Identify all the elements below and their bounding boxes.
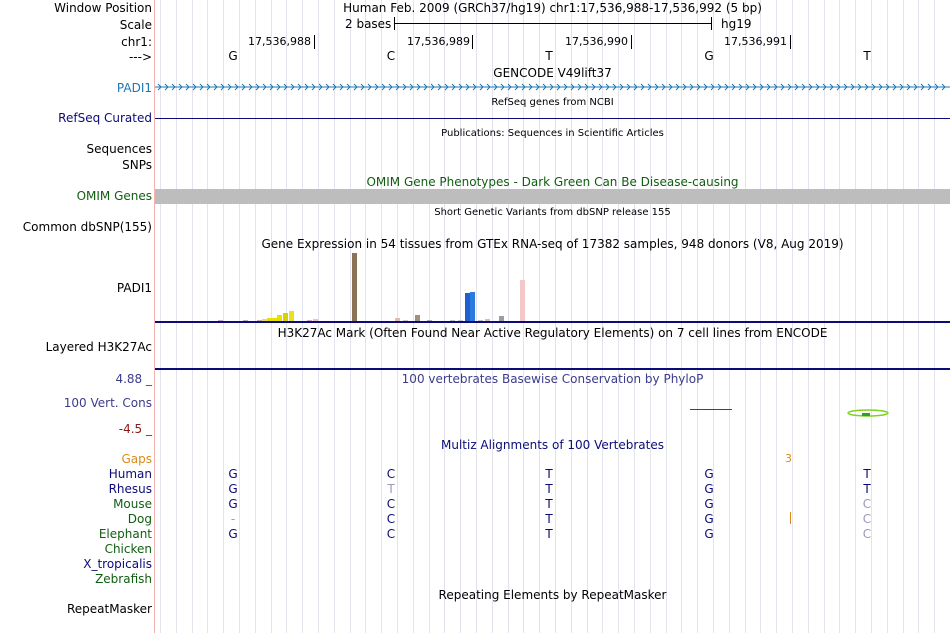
coord-tick-2 xyxy=(472,35,473,49)
coord-label-1: 17,536,988 xyxy=(248,35,311,48)
refseq-gene-feature[interactable] xyxy=(155,118,950,119)
multiz-gap-count[interactable]: 3 xyxy=(785,452,792,465)
alignment-base: C xyxy=(386,467,396,481)
alignment-base: C xyxy=(386,512,396,526)
multiz-gap-marker xyxy=(790,512,791,524)
omim-gene-feature[interactable] xyxy=(155,189,950,204)
ref-base-5: T xyxy=(863,49,871,63)
dbsnp-track-title[interactable]: Short Genetic Variants from dbSNP release 155 xyxy=(434,207,671,218)
ref-base-3: T xyxy=(545,49,553,63)
scale-bar-right-tick xyxy=(711,17,712,30)
multiz-gaps-label[interactable]: Gaps xyxy=(121,452,152,466)
scale-text: 2 bases xyxy=(345,17,392,31)
repeatmasker-track-label[interactable]: RepeatMasker xyxy=(66,602,152,616)
gtex-track-baseline xyxy=(155,321,950,323)
phylop-min-label: -4.5 _ xyxy=(118,422,152,436)
window-position-label: Window Position xyxy=(54,1,152,15)
chrom-label: chr1: xyxy=(121,35,152,49)
assembly-label: hg19 xyxy=(721,17,752,31)
alignment-base: G xyxy=(704,527,714,541)
alignment-base: C xyxy=(386,527,396,541)
alignment-base: T xyxy=(545,482,553,496)
h3k27ac-track-title[interactable]: H3K27Ac Mark (Often Found Near Active Regulatory Elements) on 7 cell lines from ENCODE xyxy=(277,326,828,340)
gtex-tissue-bar[interactable] xyxy=(352,253,357,322)
alignment-base: T xyxy=(387,482,395,496)
strand-label: ---> xyxy=(128,50,152,64)
coord-label-4: 17,536,991 xyxy=(724,35,787,48)
ref-base-1: G xyxy=(228,49,238,63)
alignment-base: C xyxy=(862,512,872,526)
h3k27ac-track-label[interactable]: Layered H3K27Ac xyxy=(45,340,152,354)
species-label-human[interactable]: Human xyxy=(108,467,152,481)
omim-track-label[interactable]: OMIM Genes xyxy=(76,189,152,203)
gencode-track-title[interactable]: GENCODE V49lift37 xyxy=(493,66,612,80)
species-label-rhesus[interactable]: Rhesus xyxy=(108,482,152,496)
alignment-base: C xyxy=(386,497,396,511)
gencode-gene-label[interactable]: PADI1 xyxy=(116,81,152,95)
ref-base-4: G xyxy=(704,49,714,63)
alignment-base: T xyxy=(545,467,553,481)
alignment-base: G xyxy=(704,467,714,481)
alignment-base: G xyxy=(228,467,238,481)
gtex-expression-bars[interactable] xyxy=(155,252,950,322)
refseq-track-title[interactable]: RefSeq genes from NCBI xyxy=(491,97,614,108)
alignment-base: G xyxy=(228,482,238,496)
alignment-base: C xyxy=(862,497,872,511)
species-label-chicken[interactable]: Chicken xyxy=(104,542,152,556)
ref-base-2: C xyxy=(386,49,396,63)
publications-sequences-label[interactable]: Sequences xyxy=(86,142,152,156)
alignment-base: G xyxy=(704,497,714,511)
position-title: Human Feb. 2009 (GRCh37/hg19) chr1:17,536,988-17,536,992 (5 bp) xyxy=(343,1,762,15)
publications-track-title[interactable]: Publications: Sequences in Scientific Articles xyxy=(441,128,664,139)
omim-track-title[interactable]: OMIM Gene Phenotypes - Dark Green Can Be Disease-causing xyxy=(366,175,739,189)
phylop-track-label[interactable]: 100 Vert. Cons xyxy=(63,396,152,410)
h3k27ac-track-baseline xyxy=(155,368,950,370)
alignment-base: T xyxy=(545,497,553,511)
phylop-max-label: 4.88 _ xyxy=(115,372,152,386)
gtex-track-title[interactable]: Gene Expression in 54 tissues from GTEx RNA-seq of 17382 samples, 948 donors (V8, Aug 2019) xyxy=(261,237,844,251)
gtex-track-label[interactable]: PADI1 xyxy=(116,281,152,295)
alignment-base: G xyxy=(704,512,714,526)
alignment-base: T xyxy=(545,527,553,541)
refseq-track-label[interactable]: RefSeq Curated xyxy=(58,111,152,125)
alignment-base: T xyxy=(545,512,553,526)
alignment-base: G xyxy=(704,482,714,496)
scale-label: Scale xyxy=(119,18,152,32)
species-label-dog[interactable]: Dog xyxy=(127,512,152,526)
coord-tick-4 xyxy=(790,35,791,49)
dbsnp-track-label[interactable]: Common dbSNP(155) xyxy=(22,220,152,234)
species-label-x-tropicalis[interactable]: X_tropicalis xyxy=(83,557,152,571)
coord-tick-1 xyxy=(314,35,315,49)
coord-label-3: 17,536,990 xyxy=(565,35,628,48)
species-label-zebrafish[interactable]: Zebrafish xyxy=(95,572,152,586)
phylop-score-peak[interactable] xyxy=(846,408,890,418)
alignment-base: T xyxy=(863,482,871,496)
repeatmasker-track-title[interactable]: Repeating Elements by RepeatMasker xyxy=(438,588,667,602)
publications-snps-label[interactable]: SNPs xyxy=(122,158,152,172)
species-label-mouse[interactable]: Mouse xyxy=(113,497,152,511)
alignment-base: G xyxy=(228,497,238,511)
coord-tick-3 xyxy=(631,35,632,49)
species-label-elephant[interactable]: Elephant xyxy=(98,527,152,541)
gtex-tissue-bar[interactable] xyxy=(470,292,475,322)
phylop-score-segment[interactable] xyxy=(690,409,732,410)
phylop-track-title[interactable]: 100 vertebrates Basewise Conservation by PhyloP xyxy=(401,372,704,386)
scale-bar xyxy=(394,23,711,24)
alignment-base: T xyxy=(863,467,871,481)
alignment-base: C xyxy=(862,527,872,541)
alignment-base: - xyxy=(230,512,236,526)
alignment-base: G xyxy=(228,527,238,541)
gtex-tissue-bar[interactable] xyxy=(520,280,525,322)
coord-label-2: 17,536,989 xyxy=(407,35,470,48)
gencode-gene-feature[interactable] xyxy=(155,80,950,94)
multiz-track-title[interactable]: Multiz Alignments of 100 Vertebrates xyxy=(440,438,665,452)
